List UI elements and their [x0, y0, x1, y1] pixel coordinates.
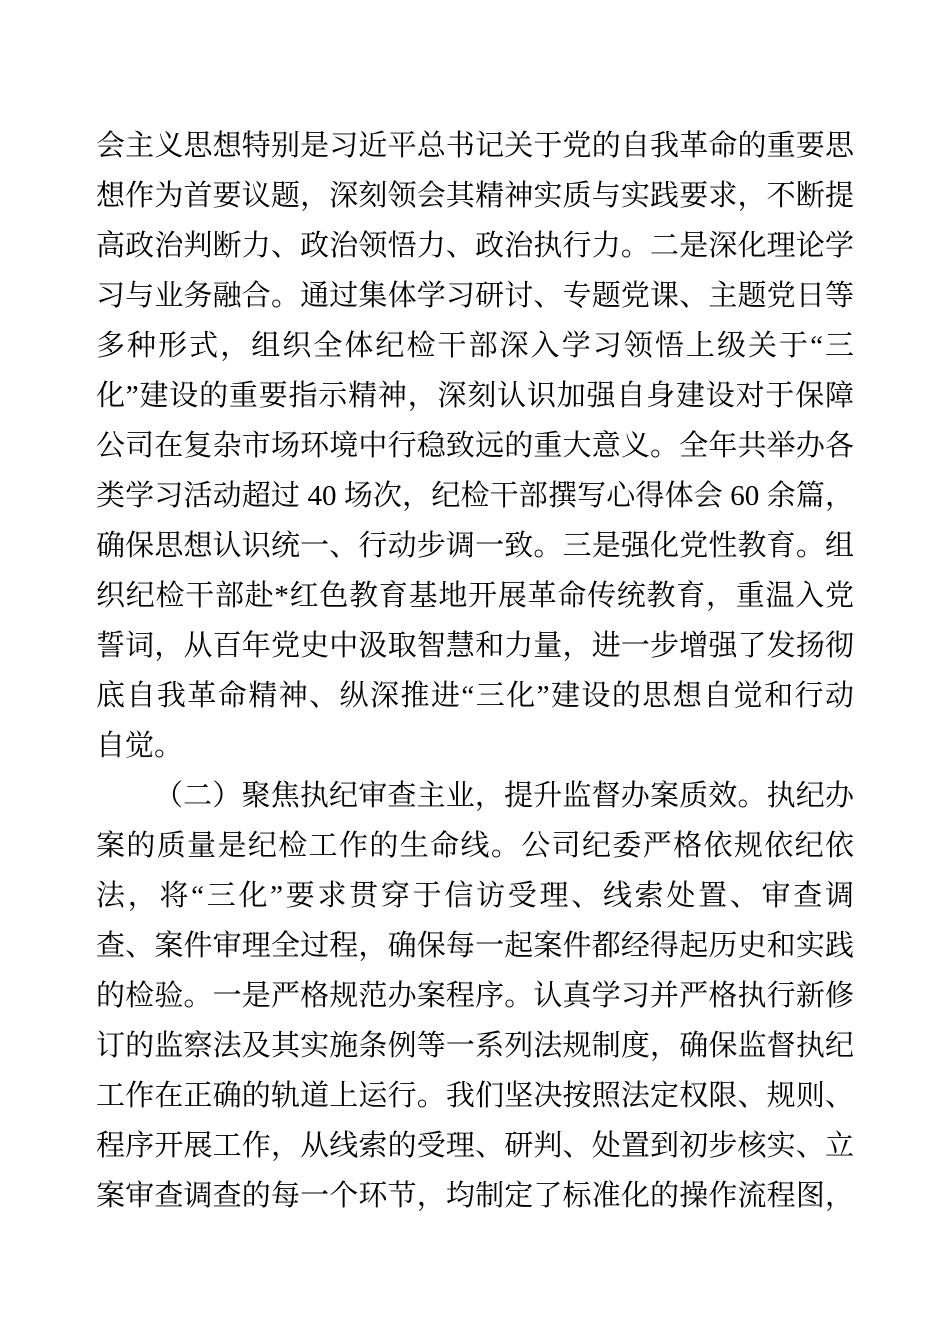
- text-line: 织纪检干部赴*红色教育基地开展革命传统教育，重温入党: [96, 580, 854, 612]
- text-line: 类学习活动超过 40 场次，纪检干部撰写心得体会 60 余篇，: [96, 480, 854, 512]
- text-line: 底自我革命精神、纵深推进“三化”建设的思想自觉和行动: [96, 680, 854, 712]
- paragraph-continuation: [96, 121, 854, 771]
- text-line: 想作为首要议题，深刻领会其精神实质与实践要求，不断提: [96, 180, 854, 212]
- paragraph-section-two: [96, 771, 854, 1221]
- text-line: 案审查调查的每一个环节，均制定了标准化的操作流程图，: [96, 1180, 854, 1212]
- text-line: 订的监察法及其实施条例等一系列法规制度，确保监督执纪: [96, 1030, 854, 1062]
- text-line: 案的质量是纪检工作的生命线。公司纪委严格依规依纪依: [96, 830, 854, 862]
- text-line: 程序开展工作，从线索的受理、研判、处置到初步核实、立: [96, 1130, 854, 1162]
- text-line: 法，将“三化”要求贯穿于信访受理、线索处置、审查调: [96, 880, 854, 912]
- text-line: 自觉。: [96, 730, 184, 762]
- text-line: 化”建设的重要指示精神，深刻认识加强自身建设对于保障: [96, 380, 854, 412]
- text-line: 习与业务融合。通过集体学习研讨、专题党课、主题党日等: [96, 280, 854, 312]
- text-line: （二）聚焦执纪审查主业，提升监督办案质效。执纪办: [154, 780, 854, 812]
- text-line: 查、案件审理全过程，确保每一起案件都经得起历史和实践: [96, 930, 854, 962]
- text-line: 确保思想认识统一、行动步调一致。三是强化党性教育。组: [96, 530, 854, 562]
- text-line: 多种形式，组织全体纪检干部深入学习领悟上级关于“三: [96, 330, 854, 362]
- text-line: 誓词，从百年党史中汲取智慧和力量，进一步增强了发扬彻: [96, 630, 854, 662]
- text-block: [96, 121, 854, 1221]
- text-line: 的检验。一是严格规范办案程序。认真学习并严格执行新修: [96, 980, 854, 1012]
- text-line: 公司在复杂市场环境中行稳致远的重大意义。全年共举办各: [96, 430, 854, 462]
- text-line: 会主义思想特别是习近平总书记关于党的自我革命的重要思: [96, 130, 854, 162]
- text-line: 工作在正确的轨道上运行。我们坚决按照法定权限、规则、: [96, 1080, 854, 1112]
- text-line: 高政治判断力、政治领悟力、政治执行力。二是深化理论学: [96, 230, 854, 262]
